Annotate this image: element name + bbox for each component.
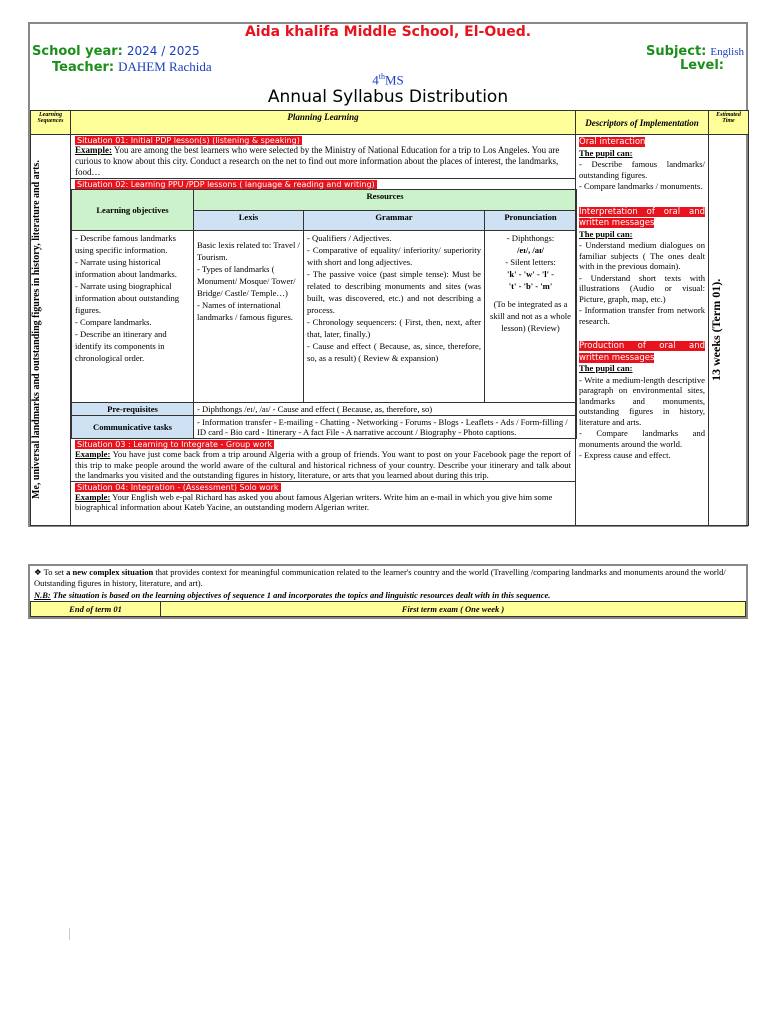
diamond-bullet-icon: ❖ — [34, 567, 42, 577]
level-value — [30, 72, 746, 88]
communicative-tasks-label: Communicative tasks — [72, 416, 194, 439]
teacher-label: Teacher: — [52, 60, 115, 75]
teacher-name: DAHEM Rachida — [118, 59, 212, 74]
descriptors-cell — [576, 135, 709, 526]
time-cell — [709, 135, 749, 526]
page-title: Annual Syllabus Distribution — [267, 87, 509, 107]
term-exam: First term exam ( One week ) — [161, 602, 746, 617]
pron-line-6: (To be integrated as a skill and not as a whole lesson) (Review) — [490, 299, 571, 333]
school-year-label: School year: — [32, 44, 123, 59]
production-item-3: - Express cause and effect. — [579, 450, 671, 460]
production-item-1: - Write a medium-length descriptive paragraph on environmental sites, landmarks and monuments, outstanding figures in history, literature and arts. — [579, 374, 705, 427]
pronunciation-content — [485, 231, 577, 403]
situation-3-example-label: Example: — [75, 449, 111, 459]
prerequisites-text: - Diphthongs /eɪ/, /aɪ/ - Cause and effect ( Because, as, therefore, so) — [194, 403, 577, 416]
objectives-header: Learning objectives — [72, 190, 194, 231]
oral-pupil-can: The pupil can: — [579, 147, 633, 158]
pron-line-4: 'k' - 'w' - 'l' - — [506, 269, 555, 279]
pron-line-3: - Silent letters: — [505, 257, 556, 267]
situation-4-example-label: Example: — [75, 491, 111, 502]
oral-item-1: - Describe famous landmarks/ outstanding figures. — [579, 159, 705, 180]
production-pupil-can: The pupil can: — [579, 363, 633, 373]
school-name: Aida khalifa Middle School, El-Oued. — [244, 24, 532, 40]
interpretation-pupil-can: The pupil can: — [579, 228, 633, 239]
header-sequences: Learning Sequences — [31, 111, 71, 135]
situation-4-text: Your English web e-pal Richard has asked you about famous Algerian writers. Write him an e-mail in which you give him some biographical information about Kateb Yacine, an outstanding modern Algerian writer. — [75, 491, 553, 512]
estimated-time: 13 weeks (Term 01). — [709, 278, 723, 382]
pronunciation-header: Pronunciation — [485, 210, 577, 231]
situation-1-text: You are among the best learners who were selected by the Ministry of National Education for a trip to Los Angeles. You are curious to know about this city. Conduct a research on the net to find out more information about the places of interest, the landmarks, food… — [75, 145, 560, 177]
situation-1-example-label: Example: — [75, 145, 112, 155]
prerequisites-label: Pre-requisites — [72, 403, 194, 416]
situation-3-title: Situation 03 : Learning to Integrate - Group work — [77, 440, 273, 449]
school-year-value: 2024 / 2025 — [126, 44, 200, 58]
complex-situation-note — [30, 566, 746, 589]
document-header — [30, 24, 746, 112]
interpretation-item-1: - Understand medium dialogues on familiar subjects ( The ones dealt with in the previous domain). — [579, 240, 705, 271]
planning-cell — [71, 135, 576, 526]
nb-label: N.B: — [34, 590, 51, 600]
pron-line-1: - Diphthongs: — [506, 233, 555, 243]
situation-2-title: Situation 02: Learning PPU /PDP lessons ( language & reading and writing) — [77, 180, 375, 189]
situation-3-text: You have just come back from a trip around Algeria with a group of friends. You want to post on your Facebook page the report of this trip to make people around the world aware of the cultural and historical richness of your country. Describe your itinerary and talk about the landmarks you visited and the outstanding figures in history, literature, or arts that you learned about during this trip. — [75, 449, 571, 480]
oral-interaction-title: Oral interaction — [579, 137, 646, 147]
lexis-content: Basic lexis related to: Travel / Tourism. - Types of landmarks ( Monument/ Mosque/ Tower/ Bridge/ Castle/ Temple…) - Names of international landmarks / famous figures. — [194, 231, 304, 403]
communicative-tasks-text: - Information transfer - E-mailing - Chatting - Networking - Forums - Blogs - Leaflets - Ads / Form-filling / ID card - Bio card - Itinerary - A fact File - A narrative account / Biography - Photo captions. — [194, 416, 577, 439]
level-superscript: th — [378, 72, 385, 81]
note-rest: that provides context for meaningful communication related to the learner's country and the world (Travelling /comparing landmarks and monuments around the world/ Outstanding figures in history, literature, and art). — [34, 567, 726, 588]
grammar-header: Grammar — [304, 210, 485, 231]
syllabus-page — [28, 22, 748, 527]
note-prefix: To set — [43, 567, 65, 577]
end-of-term: End of term 01 — [31, 602, 161, 617]
subject-label: Subject: — [646, 44, 707, 59]
nb-note — [30, 589, 746, 601]
situation-4-title: Situation 04: Integration - (Assessment) Solo work — [77, 482, 279, 492]
level-number: 4 — [372, 72, 379, 88]
header-planning: Planning Learning — [71, 111, 576, 135]
header-descriptors: Descriptors of Implementation — [576, 111, 709, 135]
grammar-content: - Qualifiers / Adjectives. - Comparative of equality/ inferiority/ superiority with short and long adjectives. - The passive voice (past simple tense): Must be related to describing monuments and sites (was built, was discovered, etc.) and not describing a process. - Chronology sequencers: ( First, then, next, after that, later, finally.) - Cause and effect ( Because, as, since, therefore, so, as a result) ( Review & expansion) — [304, 231, 485, 403]
syllabus-table — [30, 110, 749, 526]
oral-item-2: - Compare landmarks / monuments. — [579, 181, 703, 191]
resources-table — [71, 189, 577, 439]
production-item-2: - Compare landmarks and monuments around the world. — [579, 428, 705, 449]
learning-objectives: - Describe famous landmarks using specific information. - Narrate using historical information about landmarks. - Narrate using biographical information about outstanding figures. - Compare landmarks. - Describe an itinerary and identify its components in chronological order. — [72, 231, 194, 403]
pron-line-2: /eɪ/, /aɪ/ — [517, 245, 544, 255]
sequence-cell — [31, 135, 71, 526]
level-suffix: MS — [384, 72, 404, 88]
interpretation-item-2: - Understand short texts with illustrations (Audio or visual: Picture, graph, map, etc.) — [579, 272, 705, 304]
situation-1-title: Situation 01: Initial PDP lesson(s) (listening & speaking) — [77, 136, 300, 145]
production-title: Production of oral and written messages — [579, 341, 705, 363]
lexis-header: Lexis — [194, 210, 304, 231]
text-cursor — [69, 928, 70, 940]
term-table — [30, 601, 746, 617]
interpretation-title: Interpretation of oral and written messages — [579, 206, 705, 228]
header-time: Estimated Time — [709, 111, 749, 135]
resources-header: Resources — [194, 190, 577, 211]
footer-section — [28, 564, 748, 619]
note-bold: a new complex situation — [66, 567, 154, 577]
nb-text: The situation is based on the learning objectives of sequence 1 and incorporates the topics and linguistic resources dealt with in this sequence. — [52, 590, 551, 600]
subject-value: English — [710, 46, 744, 58]
sequence-title: Me, universal landmarks and outstanding figures in history, literature and arts. — [31, 160, 42, 500]
level-label: Level: — [679, 58, 724, 73]
interpretation-item-3: - Information transfer from network research. — [579, 305, 705, 326]
pron-line-5: 't' - 'b' - 'm' — [508, 281, 553, 291]
